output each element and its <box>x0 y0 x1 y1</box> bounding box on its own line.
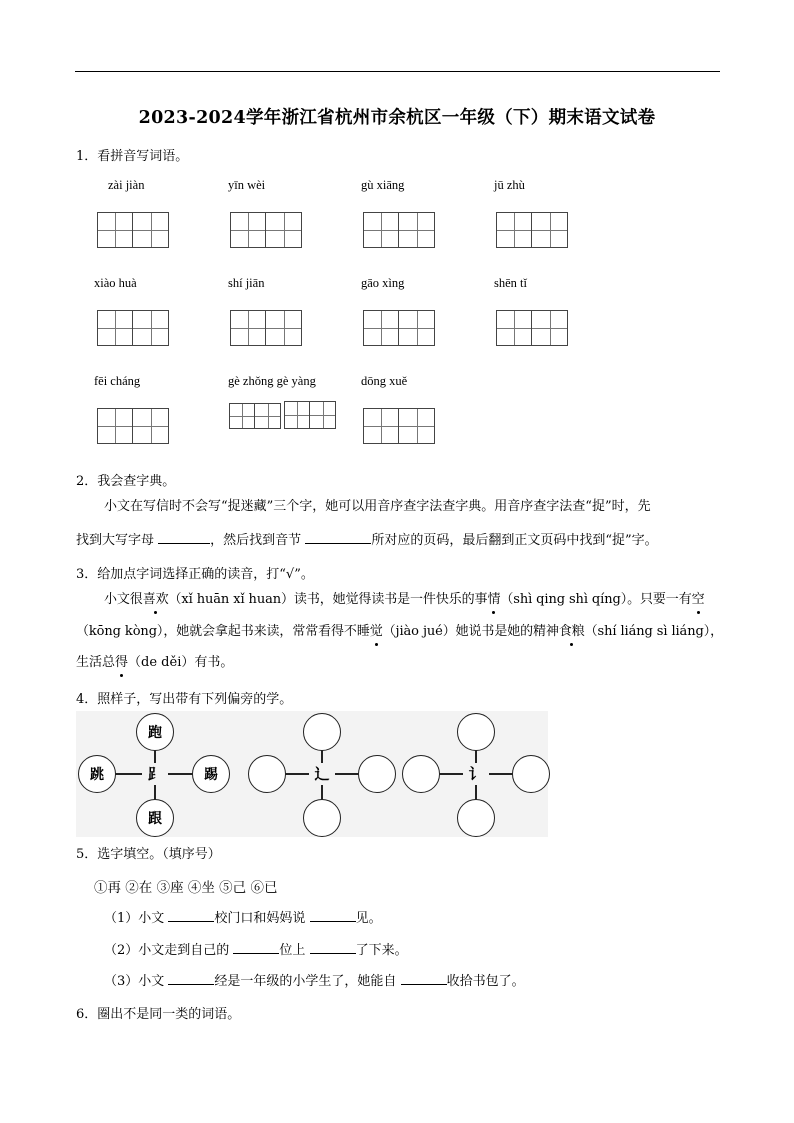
answer-blank[interactable] <box>168 907 214 922</box>
writing-grid[interactable] <box>363 310 435 346</box>
answer-circle[interactable] <box>402 755 440 793</box>
q2-paragraph-line1: 小文在写信时不会写“捉迷藏”三个字，她可以用音序查字法查字典。用音序查字法查“捉”时，先 <box>104 499 651 514</box>
answer-blank[interactable] <box>158 529 210 544</box>
example-char-circle: 踢 <box>192 755 230 793</box>
writing-grid[interactable] <box>284 401 336 429</box>
answer-circle[interactable] <box>512 755 550 793</box>
q3-paragraph-line3: 生活总得（de děi）有书。 <box>76 653 233 673</box>
q5-options: ①再 ②在 ③座 ④坐 ⑤己 ⑥已 <box>94 880 278 896</box>
pinyin-label: xiào huà <box>94 276 137 290</box>
pinyin-label: yīn wèi <box>228 178 266 192</box>
example-char-circle: 跟 <box>136 799 174 837</box>
pinyin-label: gāo xìng <box>361 276 405 290</box>
q3-paragraph-line2: （kōng kòng），她就会拿起书来读，常常看得不睡觉（jiào jué）她说书是她的精神食粮（shí liáng sì liáng）， <box>76 622 723 642</box>
q5-sentence-1: （1）小文 校门口和妈妈说 见。 <box>104 907 382 929</box>
q1-heading: 1．看拼音写词语。 <box>76 149 189 164</box>
q3-heading: 3．给加点字词选择正确的读音，打“√”。 <box>76 567 314 582</box>
pinyin-label: gè zhǒng gè yàng <box>228 374 316 388</box>
answer-circle[interactable] <box>303 799 341 837</box>
pinyin-label: shí jiān <box>228 276 265 290</box>
q5-heading: 5．选字填空。（填序号） <box>76 847 221 862</box>
answer-circle[interactable] <box>457 713 495 751</box>
page-title: 2023-2024学年浙江省杭州市余杭区一年级（下）期末语文试卷 <box>138 108 656 128</box>
answer-circle[interactable] <box>303 713 341 751</box>
writing-grid[interactable] <box>230 212 302 248</box>
q2-heading: 2．我会查字典。 <box>76 474 176 489</box>
writing-grid[interactable] <box>230 310 302 346</box>
answer-blank[interactable] <box>310 939 356 954</box>
writing-grid[interactable] <box>496 212 568 248</box>
writing-grid[interactable] <box>363 408 435 444</box>
q5-sentence-3: （3）小文 经是一年级的小学生了，她能自 收拾书包了。 <box>104 970 525 992</box>
answer-blank[interactable] <box>233 939 279 954</box>
pinyin-label: shēn tǐ <box>494 276 527 290</box>
q4-heading: 4．照样子，写出带有下列偏旁的学。 <box>76 692 293 707</box>
pinyin-label: jū zhù <box>494 178 525 192</box>
example-char-circle: 跑 <box>136 713 174 751</box>
q3-paragraph-line1: 小文很喜欢（xǐ huān xǐ huan）读书，她觉得读书是一件快乐的事情（shì qing shì qíng）。只要一有空 <box>104 590 705 610</box>
answer-circle[interactable] <box>457 799 495 837</box>
pinyin-label: gù xiāng <box>361 178 405 192</box>
answer-blank[interactable] <box>168 970 214 985</box>
writing-grid[interactable] <box>496 310 568 346</box>
radical-speech: 讠 <box>463 763 489 785</box>
q2-paragraph-line2: 找到大写字母 ，然后找到音节 所对应的页码，最后翻到正文页码中找到“捉”字。 <box>76 529 658 551</box>
answer-blank[interactable] <box>401 970 447 985</box>
radical-diagram <box>76 711 548 837</box>
radical-foot: ⻊ <box>142 763 168 785</box>
writing-grid[interactable] <box>97 408 169 444</box>
example-char-circle: 跳 <box>78 755 116 793</box>
answer-circle[interactable] <box>248 755 286 793</box>
answer-circle[interactable] <box>358 755 396 793</box>
pinyin-label: fēi cháng <box>94 374 141 388</box>
q6-heading: 6．圈出不是同一类的词语。 <box>76 1007 241 1022</box>
writing-grid[interactable] <box>97 310 169 346</box>
q5-sentence-2: （2）小文走到自己的 位上 了下来。 <box>104 939 408 961</box>
answer-blank[interactable] <box>305 529 371 544</box>
writing-grid[interactable] <box>229 403 281 429</box>
pinyin-label: zài jiàn <box>108 178 145 192</box>
pinyin-label: dōng xuě <box>361 374 408 388</box>
writing-grid[interactable] <box>363 212 435 248</box>
writing-grid[interactable] <box>97 212 169 248</box>
header-rule <box>75 71 720 72</box>
radical-walk: ⻌ <box>309 763 335 785</box>
answer-blank[interactable] <box>310 907 356 922</box>
